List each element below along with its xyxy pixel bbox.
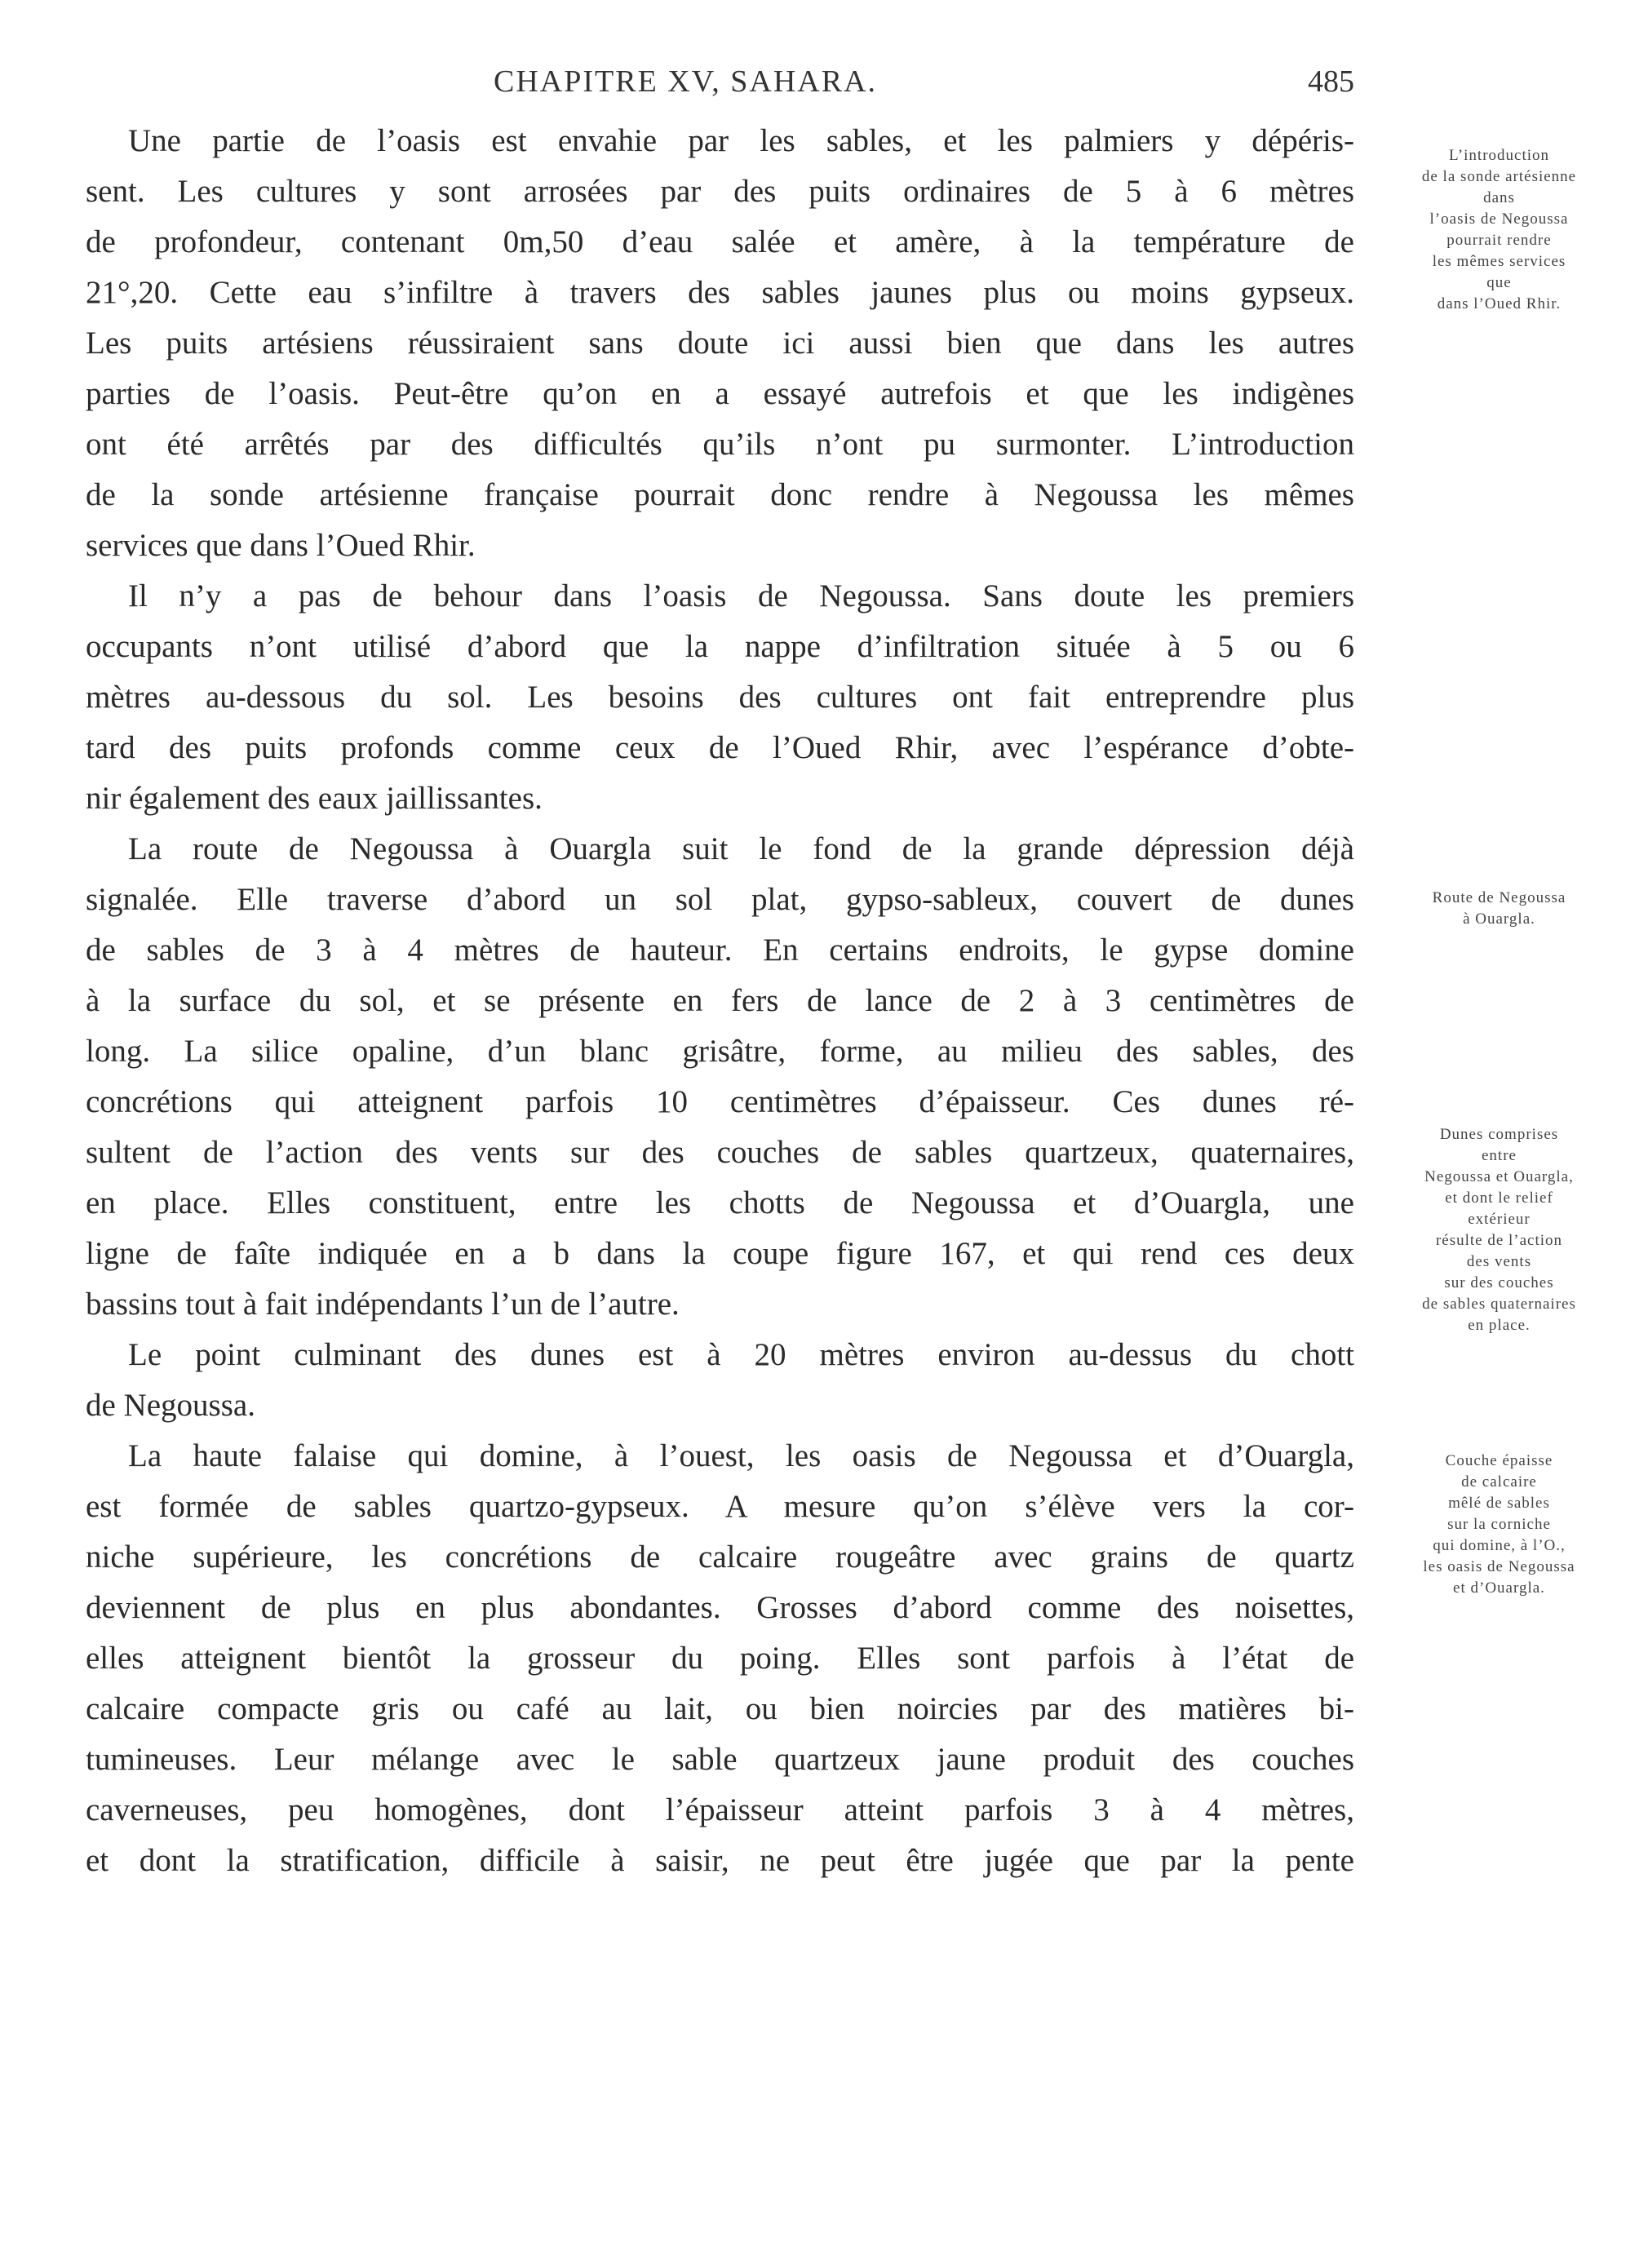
note-line: les oasis de Negoussa — [1423, 1558, 1575, 1575]
text-line: bassins tout à fait indépendants l’un de l’autre. — [86, 1287, 680, 1322]
text-line: elles atteignent bientôt la grosseur du poing. Elles sont parfois à l’état de — [86, 1641, 1354, 1676]
text-line: caverneuses, peu homogènes, dont l’épaisseur atteint parfois 3 à 4 mètres, — [86, 1792, 1354, 1827]
text-line: Il n’y a pas de behour dans l’oasis de Negoussa. Sans doute les premiers — [128, 578, 1354, 614]
note-line: qui domine, à l’O., — [1433, 1537, 1566, 1554]
text-line: services que dans l’Oued Rhir. — [86, 528, 476, 563]
text-line: signalée. Elle traverse d’abord un sol plat, gypso-sableux, couvert de dunes — [86, 882, 1354, 917]
note-line: des vents — [1466, 1253, 1532, 1270]
note-line: Negoussa et Ouargla, — [1424, 1168, 1574, 1185]
note-line: dans — [1483, 189, 1515, 206]
note-line: entre — [1482, 1147, 1517, 1164]
note-line: extérieur — [1468, 1211, 1531, 1228]
text-line: niche supérieure, les concrétions de calcaire rougeâtre avec grains de quartz — [86, 1539, 1354, 1575]
text-line: parties de l’oasis. Peut-être qu’on en a essayé autrefois et que les indigènes — [86, 376, 1354, 411]
note-line: Couche épaisse — [1445, 1452, 1553, 1469]
text-line: La route de Negoussa à Ouargla suit le fond de la grande dépression déjà — [128, 831, 1354, 866]
note-line: de la sonde artésienne — [1421, 168, 1577, 185]
text-line: de la sonde artésienne française pourrait donc rendre à Negoussa les mêmes — [86, 477, 1354, 512]
text-line: Les puits artésiens réussiraient sans doute ici aussi bien que dans les autres — [86, 326, 1354, 361]
text-line: de sables de 3 à 4 mètres de hauteur. En certains endroits, le gypse domine — [86, 932, 1354, 968]
text-line: de profondeur, contenant 0m,50 d’eau salée et amère, à la température de — [86, 224, 1354, 259]
note-line: Route de Negoussa — [1432, 889, 1566, 906]
text-line: en place. Elles constituent, entre les chotts de Negoussa et d’Ouargla, une — [86, 1185, 1354, 1220]
text-line: à la surface du sol, et se présente en fers de lance de 2 à 3 centimètres de — [86, 983, 1354, 1018]
text-line: long. La silice opaline, d’un blanc grisâtre, forme, au milieu des sables, des — [86, 1034, 1354, 1069]
note-line: et dont le relief — [1445, 1189, 1553, 1207]
note-line: les mêmes services — [1432, 253, 1566, 270]
note-line: dans l’Oued Rhir. — [1437, 295, 1562, 312]
note-line: sur la corniche — [1447, 1516, 1551, 1533]
text-line: Une partie de l’oasis est envahie par les sables, et les palmiers y dépéris- — [128, 123, 1354, 158]
note-line: et d’Ouargla. — [1453, 1579, 1545, 1597]
chapter-title: CHAPITRE XV, SAHARA. — [494, 64, 878, 99]
note-line: pourrait rendre — [1446, 232, 1552, 249]
note-line: résulte de l’action — [1435, 1232, 1563, 1249]
text-line: mètres au-dessous du sol. Les besoins des cultures ont fait entreprendre plus — [86, 680, 1354, 715]
text-line: sent. Les cultures y sont arrosées par des puits ordinaires de 5 à 6 mètres — [86, 174, 1354, 209]
note-line: sur des couches — [1444, 1274, 1554, 1291]
text-line: est formée de sables quartzo-gypseux. A mesure qu’on s’élève vers la cor- — [86, 1489, 1354, 1524]
note-line: à Ouargla. — [1463, 910, 1535, 928]
page-number: 485 — [1308, 64, 1354, 99]
text-line: concrétions qui atteignent parfois 10 centimètres d’épaisseur. Ces dunes ré- — [86, 1084, 1354, 1119]
margin-note-route — [1379, 888, 1619, 930]
text-line: calcaire compacte gris ou café au lait, ou bien noircies par des matières bi- — [86, 1691, 1354, 1726]
margin-note-limestone — [1379, 1451, 1619, 1599]
text-line: occupants n’ont utilisé d’abord que la nappe d’infiltration située à 5 ou 6 — [86, 629, 1354, 664]
text-line: deviennent de plus en plus abondantes. Grosses d’abord comme des noisettes, — [86, 1590, 1354, 1625]
note-line: Dunes comprises — [1439, 1126, 1559, 1143]
note-line: de calcaire — [1461, 1473, 1537, 1491]
text-line: sultent de l’action des vents sur des couches de sables quartzeux, quaternaires, — [86, 1135, 1354, 1170]
text-line: Le point culminant des dunes est à 20 mètres environ au-dessus du chott — [128, 1337, 1354, 1372]
text-line: tumineuses. Leur mélange avec le sable quartzeux jaune produit des couches — [86, 1742, 1354, 1777]
note-line: L’introduction — [1448, 147, 1550, 164]
text-line: de Negoussa. — [86, 1388, 255, 1423]
margin-note-dunes — [1379, 1124, 1619, 1336]
text-line: La haute falaise qui domine, à l’ouest, les oasis de Negoussa et d’Ouargla, — [128, 1438, 1354, 1473]
margin-note-artesian — [1379, 145, 1619, 315]
note-line: en place. — [1468, 1317, 1531, 1334]
text-line: tard des puits profonds comme ceux de l’Oued Rhir, avec l’espérance d’obte- — [86, 730, 1354, 765]
text-line: nir également des eaux jaillissantes. — [86, 781, 543, 816]
text-line: 21°,20. Cette eau s’infiltre à travers des sables jaunes plus ou moins gypseux. — [86, 275, 1354, 310]
text-line: ont été arrêtés par des difficultés qu’ils n’ont pu surmonter. L’introduction — [86, 427, 1354, 462]
note-line: mêlé de sables — [1448, 1495, 1550, 1512]
note-line: que — [1486, 274, 1512, 291]
text-line: et dont la stratification, difficile à saisir, ne peut être jugée que par la pente — [86, 1843, 1354, 1878]
running-head — [82, 64, 1354, 113]
text-line: ligne de faîte indiquée en a b dans la coupe figure 167, et qui rend ces deux — [86, 1236, 1354, 1271]
note-line: l’oasis de Negoussa — [1429, 210, 1569, 228]
note-line: de sables quaternaires — [1422, 1296, 1576, 1313]
